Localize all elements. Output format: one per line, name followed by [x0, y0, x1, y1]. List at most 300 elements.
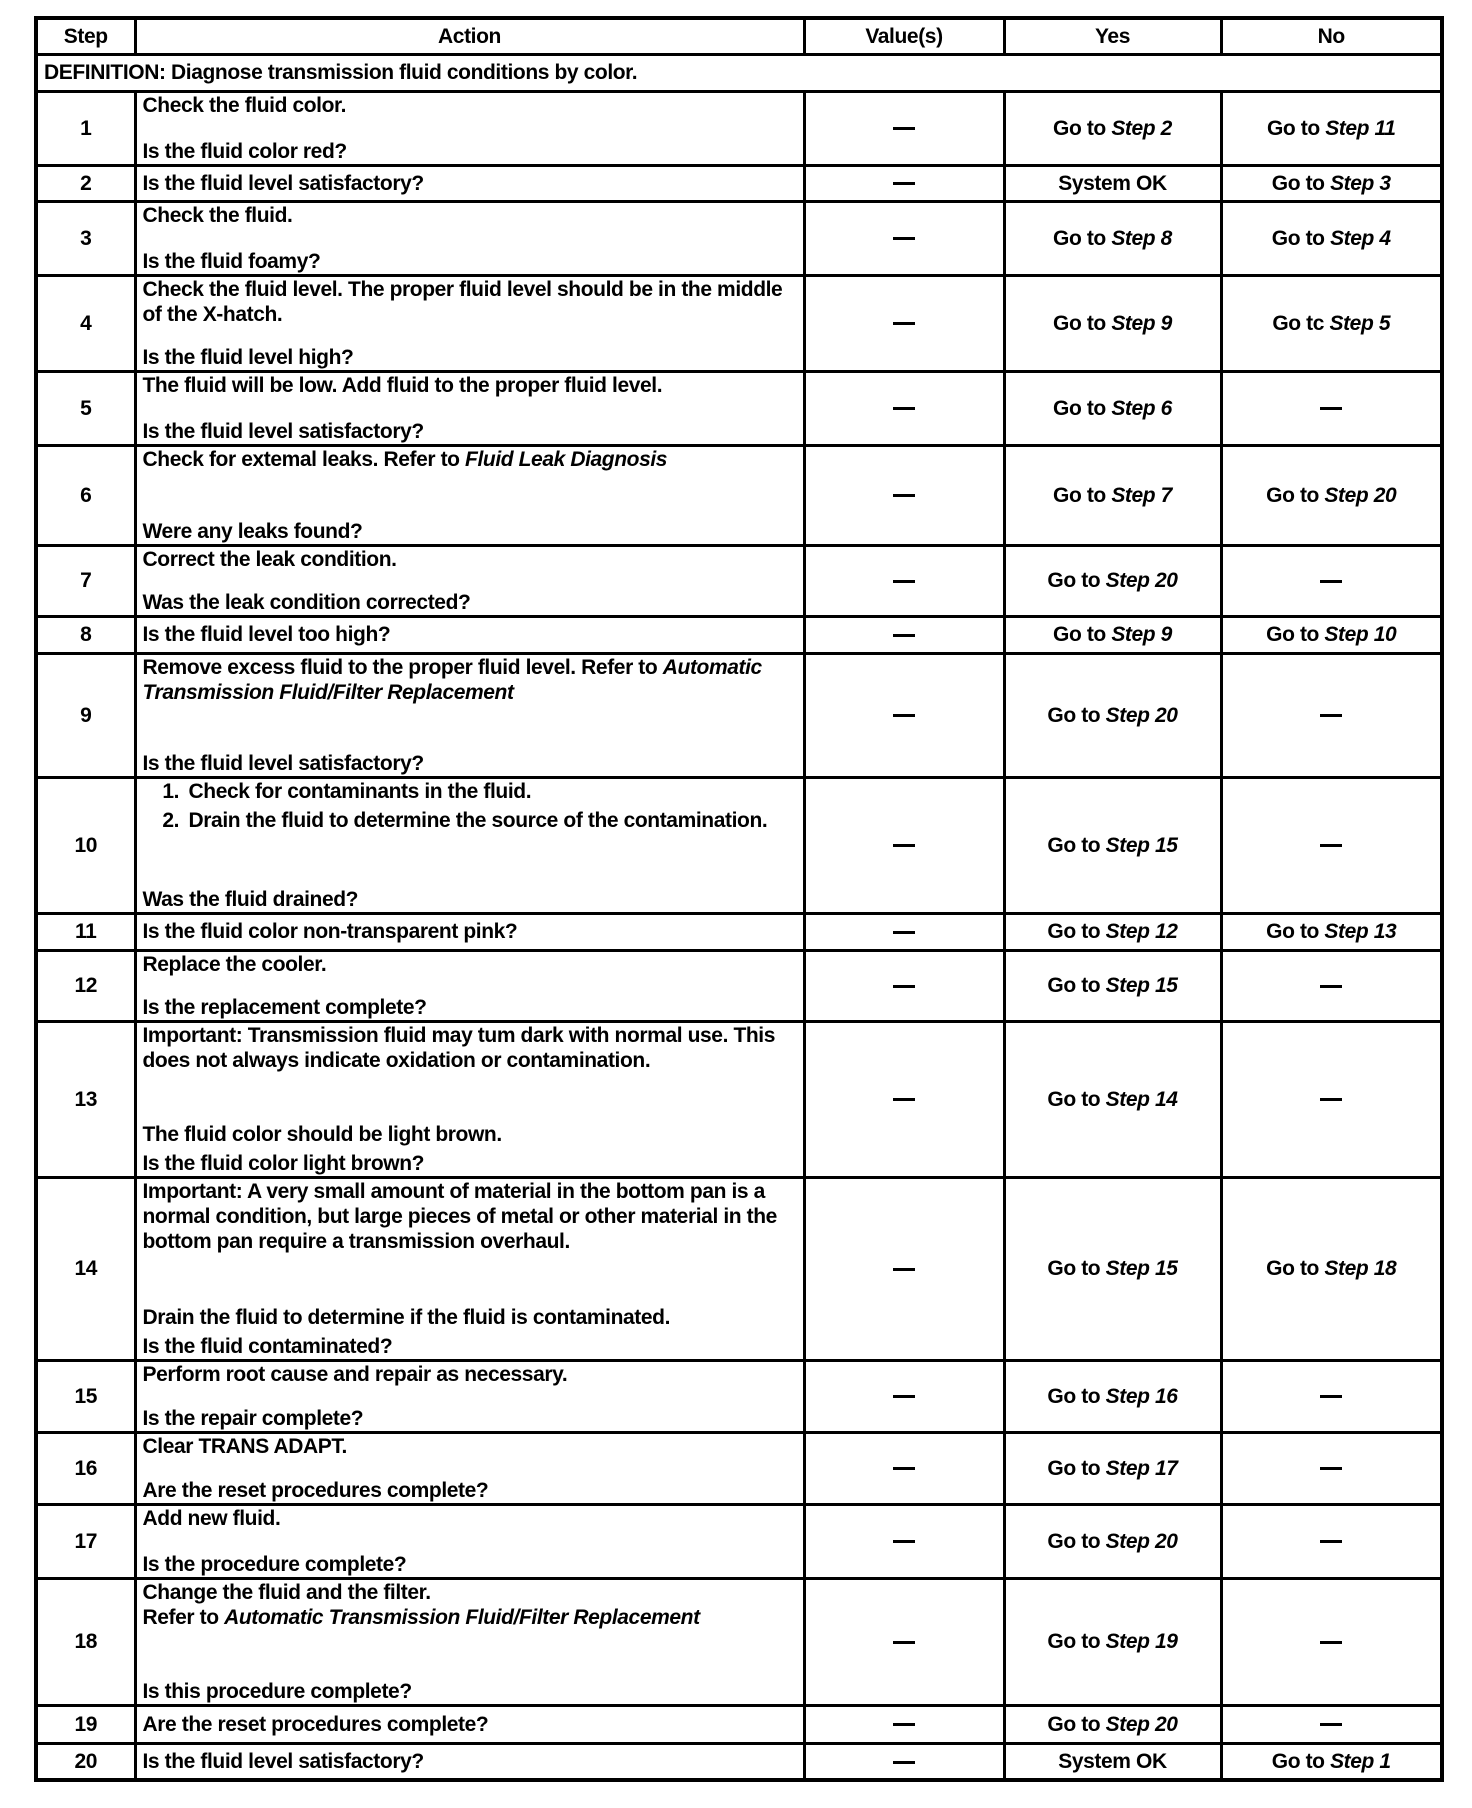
go-to-step-link[interactable] — [1266, 1257, 1396, 1280]
instruction-text: Replace the cooler. — [142, 952, 327, 976]
action-cell — [135, 653, 804, 777]
go-to-step-link[interactable] — [1047, 1713, 1177, 1736]
value-dash — [893, 1761, 915, 1764]
action-instructions — [143, 952, 797, 977]
header-action: Action — [135, 18, 804, 54]
yes-cell — [1004, 950, 1221, 1021]
no-cell — [1221, 653, 1442, 777]
value-dash — [893, 1395, 915, 1398]
go-to-label: Go to — [1053, 226, 1112, 250]
no-action-dash — [1320, 714, 1342, 717]
action-instructions — [143, 93, 797, 118]
question-text: Was the leak condition corrected? — [142, 590, 471, 614]
step-ref: Step 2 — [1111, 116, 1172, 140]
step-ref: Step 11 — [1325, 116, 1396, 140]
instruction-prefix: Refer to — [142, 1605, 225, 1629]
go-to-label: Go to — [1047, 1712, 1106, 1736]
yes-cell — [1004, 913, 1221, 950]
instruction-text: Add new fluid. — [142, 1506, 281, 1530]
go-to-step-link[interactable] — [1047, 569, 1177, 592]
table-row — [36, 1360, 1442, 1432]
value-cell — [804, 777, 1004, 913]
action-instructions — [143, 1506, 797, 1531]
go-to-label: Go to — [1266, 1257, 1325, 1280]
yes-cell — [1004, 545, 1221, 616]
step-ref: Step 20 — [1105, 1712, 1178, 1736]
no-cell — [1221, 1705, 1442, 1743]
value-cell — [804, 1021, 1004, 1177]
instruction-text: Drain the fluid to determine if the fluid is contaminated. — [142, 1305, 671, 1329]
instruction-text: The fluid will be low. Add fluid to the proper fluid level. — [142, 373, 663, 397]
value-cell — [804, 1504, 1004, 1578]
action-content — [143, 952, 797, 1020]
yes-cell — [1004, 653, 1221, 777]
no-cell — [1221, 545, 1442, 616]
question-text: Is the repair complete? — [142, 1406, 364, 1430]
no-action-dash — [1320, 1540, 1342, 1543]
no-cell — [1221, 1432, 1442, 1504]
go-to-step-link[interactable] — [1272, 227, 1391, 250]
yes-cell — [1004, 1705, 1221, 1743]
go-to-step-link[interactable] — [1047, 1530, 1177, 1553]
header-values: Value(s) — [804, 18, 1004, 54]
reference-link[interactable]: Automatic Transmission Fluid/Filter Replacement — [142, 655, 762, 704]
action-instructions — [143, 203, 797, 228]
question-text: Is the fluid foamy? — [142, 249, 321, 273]
question-text: Are the reset procedures complete? — [142, 1712, 489, 1736]
value-cell — [804, 165, 1004, 201]
value-dash — [893, 1641, 915, 1644]
go-to-step-link[interactable] — [1053, 117, 1172, 140]
action-content — [143, 93, 797, 164]
question-text: Is the fluid level satisfactory? — [142, 171, 424, 195]
table-row — [36, 950, 1442, 1021]
value-dash — [893, 580, 915, 583]
action-cell — [135, 1177, 804, 1360]
step-ref: Step 9 — [1111, 311, 1172, 335]
action-instructions — [143, 277, 797, 327]
go-to-label: Go to — [1047, 1257, 1106, 1280]
instruction-text: The fluid color should be light brown. — [142, 1122, 502, 1146]
question-text: Is the fluid level high? — [142, 345, 354, 369]
yes-cell — [1004, 165, 1221, 201]
action-cell — [135, 1578, 804, 1705]
action-instructions — [143, 1434, 797, 1459]
yes-cell — [1004, 1578, 1221, 1705]
no-cell — [1221, 371, 1442, 445]
action-content — [143, 1580, 797, 1704]
go-to-label: Go tc — [1272, 311, 1330, 335]
table-row — [36, 445, 1442, 545]
action-content — [143, 1362, 797, 1431]
question-text: Is the fluid color red? — [142, 139, 347, 163]
no-action-dash — [1320, 1467, 1342, 1470]
instruction-text: Clear TRANS ADAPT. — [142, 1434, 347, 1458]
instruction-prefix: Remove excess fluid to the proper fluid level. Refer to — [142, 655, 663, 679]
action-instructions — [143, 655, 797, 705]
step-number: 9 — [36, 653, 135, 777]
action-cell — [135, 1705, 804, 1743]
step-ref: Step 6 — [1111, 396, 1172, 420]
action-cell — [135, 1432, 804, 1504]
step-number: 5 — [36, 371, 135, 445]
definition-row — [36, 54, 1442, 91]
action-cell — [135, 275, 804, 371]
action-cell — [135, 950, 804, 1021]
yes-cell — [1004, 1360, 1221, 1432]
step-number: 15 — [36, 1360, 135, 1432]
step-number: 18 — [36, 1578, 135, 1705]
step-number: 19 — [36, 1705, 135, 1743]
yes-cell — [1004, 1021, 1221, 1177]
action-question — [143, 1679, 797, 1704]
reference-link[interactable]: Fluid Leak Diagnosis — [465, 447, 668, 471]
go-to-step-link[interactable] — [1047, 1385, 1177, 1408]
header-row — [36, 18, 1442, 54]
action-instructions — [143, 779, 797, 837]
no-cell — [1221, 1578, 1442, 1705]
go-to-label: Go to — [1271, 171, 1331, 195]
step-ref: Step 15 — [1105, 833, 1178, 857]
action-question — [143, 887, 797, 912]
go-to-step-link[interactable] — [1053, 312, 1172, 335]
no-action-dash — [1320, 844, 1342, 847]
step-number: 14 — [36, 1177, 135, 1360]
question-text: Is the fluid level too high? — [142, 623, 391, 646]
action-instructions — [143, 1362, 797, 1387]
table-row — [36, 1021, 1442, 1177]
value-dash — [893, 127, 915, 130]
action-question — [143, 139, 797, 164]
go-to-label: Go to — [1047, 1456, 1106, 1480]
value-cell — [804, 545, 1004, 616]
question-text: Is the fluid level satisfactory? — [142, 1749, 424, 1773]
action-instructions — [143, 373, 797, 398]
no-cell — [1221, 950, 1442, 1021]
action-cell — [135, 1743, 804, 1780]
value-cell — [804, 1743, 1004, 1780]
question-text: Are the reset procedures complete? — [142, 1478, 489, 1502]
yes-cell — [1004, 1504, 1221, 1578]
instruction-prefix: Check for extemal leaks. Refer to — [142, 447, 466, 471]
action-content — [143, 915, 797, 949]
step-ref: Step 20 — [1324, 483, 1397, 507]
yes-cell — [1004, 1743, 1221, 1780]
no-cell — [1221, 913, 1442, 950]
action-question — [143, 590, 797, 615]
value-cell — [804, 275, 1004, 371]
step-ref: Step 19 — [1105, 1630, 1178, 1653]
action-content — [143, 1506, 797, 1577]
yes-cell — [1004, 445, 1221, 545]
action-question — [143, 1406, 797, 1431]
action-content — [143, 1023, 797, 1176]
no-action-dash — [1320, 1098, 1342, 1101]
step-ref: Step 20 — [1105, 703, 1178, 727]
step-ref: Step 5 — [1329, 311, 1391, 335]
step-ref: Step 13 — [1324, 920, 1397, 943]
header-step: Step — [36, 18, 135, 54]
step-ref: Step 17 — [1105, 1456, 1178, 1480]
no-action-dash — [1320, 1641, 1342, 1644]
step-number: 8 — [36, 616, 135, 653]
yes-cell — [1004, 201, 1221, 275]
table-row — [36, 1743, 1442, 1780]
important-label: Important: — [142, 1023, 243, 1047]
no-cell — [1221, 616, 1442, 653]
step-ref: Step 9 — [1111, 623, 1172, 646]
value-dash — [893, 182, 915, 185]
system-ok-text: System OK — [1058, 1749, 1167, 1773]
step-number: 2 — [36, 165, 135, 201]
go-to-label: Go to — [1047, 1529, 1106, 1553]
no-cell — [1221, 165, 1442, 201]
go-to-label: Go to — [1047, 920, 1106, 943]
action-cell — [135, 1360, 804, 1432]
action-question — [143, 1749, 797, 1774]
action-content — [143, 1745, 797, 1779]
go-to-step-link[interactable] — [1047, 704, 1177, 727]
no-action-dash — [1320, 580, 1342, 583]
go-to-step-link[interactable] — [1267, 117, 1396, 140]
yes-cell — [1004, 1432, 1221, 1504]
go-to-label: Go to — [1266, 920, 1325, 943]
no-cell — [1221, 777, 1442, 913]
step-ref: Step 20 — [1105, 1529, 1178, 1553]
go-to-step-link[interactable] — [1266, 920, 1396, 943]
value-dash — [893, 634, 915, 637]
step-ref: Step 8 — [1111, 226, 1172, 250]
go-to-label: Go to — [1047, 703, 1106, 727]
no-action-dash — [1320, 985, 1342, 988]
step-number: 7 — [36, 545, 135, 616]
go-to-step-link[interactable] — [1272, 172, 1391, 195]
action-cell — [135, 91, 804, 165]
table-row — [36, 201, 1442, 275]
go-to-label: Go to — [1053, 311, 1112, 335]
header-yes: Yes — [1004, 18, 1221, 54]
value-dash — [893, 237, 915, 240]
step-ref: Step 18 — [1324, 1257, 1397, 1280]
value-cell — [804, 653, 1004, 777]
action-question — [143, 1712, 797, 1737]
yes-cell — [1004, 91, 1221, 165]
go-to-label: Go to — [1266, 116, 1326, 140]
action-content — [143, 277, 797, 370]
table-row — [36, 1578, 1442, 1705]
system-ok-text: System OK — [1058, 171, 1167, 195]
action-instructions — [143, 447, 797, 472]
action-content — [143, 547, 797, 615]
step-ref: Step 16 — [1105, 1384, 1178, 1408]
go-to-step-link[interactable] — [1266, 623, 1396, 646]
value-dash — [893, 931, 915, 934]
question-text: Is the fluid level satisfactory? — [142, 419, 424, 443]
table-row — [36, 616, 1442, 653]
step-number: 12 — [36, 950, 135, 1021]
value-cell — [804, 91, 1004, 165]
value-cell — [804, 950, 1004, 1021]
step-number: 4 — [36, 275, 135, 371]
go-to-label: Go to — [1271, 226, 1331, 250]
question-text: Is the procedure complete? — [142, 1552, 407, 1576]
action-content — [143, 373, 797, 444]
value-cell — [804, 1177, 1004, 1360]
go-to-label: Go to — [1266, 483, 1325, 507]
action-question — [143, 249, 797, 274]
table-row — [36, 777, 1442, 913]
action-question — [143, 1552, 797, 1577]
action-cell — [135, 1021, 804, 1177]
value-dash — [893, 1098, 915, 1101]
question-text: Is the fluid color non-transparent pink? — [142, 920, 518, 943]
value-dash — [893, 322, 915, 325]
go-to-step-link[interactable] — [1266, 484, 1396, 507]
numbered-step: 2. Drain the fluid to determine the source of the contamination. — [185, 808, 797, 833]
numbered-step: 1. Check for contaminants in the fluid. — [185, 779, 797, 804]
no-cell — [1221, 1504, 1442, 1578]
step-ref: Step 15 — [1105, 974, 1178, 997]
go-to-step-link[interactable] — [1272, 312, 1390, 335]
go-to-step-link[interactable] — [1047, 920, 1177, 943]
yes-cell — [1004, 1177, 1221, 1360]
step-number: 1 — [36, 91, 135, 165]
action-content — [143, 1434, 797, 1503]
action-content — [143, 1179, 797, 1359]
go-to-label: Go to — [1047, 833, 1106, 857]
go-to-step-link[interactable] — [1047, 1630, 1177, 1653]
step-number: 6 — [36, 445, 135, 545]
go-to-step-link[interactable] — [1272, 1750, 1391, 1773]
step-number: 13 — [36, 1021, 135, 1177]
action-question — [143, 751, 797, 776]
action-instructions — [143, 1580, 797, 1630]
step-number: 17 — [36, 1504, 135, 1578]
value-dash — [893, 1268, 915, 1271]
instruction-text — [143, 447, 797, 472]
action-content — [143, 447, 797, 544]
go-to-step-link[interactable] — [1047, 1088, 1177, 1111]
table-row — [36, 653, 1442, 777]
go-to-label: Go to — [1053, 483, 1112, 507]
no-action-dash — [1320, 1395, 1342, 1398]
action-question — [143, 345, 797, 370]
action-question — [143, 1305, 797, 1359]
value-dash — [893, 985, 915, 988]
important-note — [143, 1023, 797, 1073]
instruction-text: Check the fluid color. — [142, 93, 347, 117]
go-to-step-link[interactable] — [1053, 227, 1172, 250]
important-label: Important: — [142, 1179, 243, 1203]
table-row — [36, 913, 1442, 950]
question-text: Is the fluid level satisfactory? — [142, 751, 424, 775]
value-cell — [804, 1360, 1004, 1432]
go-to-label: Go to — [1047, 1384, 1106, 1408]
go-to-step-link[interactable] — [1047, 974, 1177, 997]
no-cell — [1221, 1021, 1442, 1177]
no-action-dash — [1320, 407, 1342, 410]
go-to-step-link[interactable] — [1047, 834, 1177, 857]
go-to-step-link[interactable] — [1053, 484, 1172, 507]
action-question — [143, 622, 797, 647]
question-text: Was the fluid drained? — [142, 887, 359, 911]
go-to-label: Go to — [1053, 396, 1112, 420]
important-text: A very small amount of material in the bottom pan is a normal condition, but large pieces of metal or other material in the bottom pan require a transmission overhaul. — [142, 1179, 777, 1253]
instruction-text: Change the fluid and the filter. — [142, 1580, 431, 1604]
action-question — [143, 519, 797, 544]
yes-cell — [1004, 616, 1221, 653]
value-cell — [804, 201, 1004, 275]
table-row — [36, 275, 1442, 371]
table-row — [36, 165, 1442, 201]
step-number: 11 — [36, 913, 135, 950]
action-cell — [135, 777, 804, 913]
question-text: Is the fluid color light brown? — [142, 1151, 425, 1175]
value-dash — [893, 844, 915, 847]
action-question — [143, 995, 797, 1020]
step-ref: Step 15 — [1105, 1257, 1178, 1280]
step-ref: Step 1 — [1330, 1749, 1391, 1773]
no-action-dash — [1320, 1723, 1342, 1726]
no-cell — [1221, 201, 1442, 275]
go-to-step-link[interactable] — [1053, 397, 1172, 420]
go-to-label: Go to — [1047, 1087, 1106, 1111]
reference-link[interactable]: Automatic Transmission Fluid/Filter Replacement — [224, 1605, 700, 1629]
value-cell — [804, 445, 1004, 545]
step-ref: Step 20 — [1105, 569, 1178, 592]
value-dash — [893, 714, 915, 717]
go-to-step-link[interactable] — [1047, 1457, 1177, 1480]
value-dash — [893, 1467, 915, 1470]
yes-cell — [1004, 275, 1221, 371]
table-row — [36, 371, 1442, 445]
instruction-text: Check the fluid. — [142, 203, 293, 227]
action-cell — [135, 545, 804, 616]
action-instructions — [143, 1179, 797, 1254]
yes-cell — [1004, 777, 1221, 913]
diagnostic-table — [34, 16, 1444, 1782]
no-cell — [1221, 445, 1442, 545]
action-content — [143, 1707, 797, 1742]
go-to-label: Go to — [1053, 623, 1112, 646]
instruction-text — [143, 1605, 797, 1630]
action-cell — [135, 1504, 804, 1578]
go-to-step-link[interactable] — [1047, 1257, 1177, 1280]
step-ref: Step 14 — [1105, 1087, 1178, 1111]
action-instructions — [143, 1023, 797, 1073]
table-row — [36, 91, 1442, 165]
value-cell — [804, 1705, 1004, 1743]
table-row — [36, 545, 1442, 616]
step-ref: Step 7 — [1111, 483, 1172, 507]
step-number: 10 — [36, 777, 135, 913]
action-question — [143, 171, 797, 196]
table-row — [36, 1705, 1442, 1743]
go-to-label: Go to — [1266, 623, 1325, 646]
action-content — [143, 203, 797, 274]
action-cell — [135, 201, 804, 275]
step-ref: Step 3 — [1330, 171, 1391, 195]
action-question — [143, 919, 797, 944]
instruction-text — [143, 655, 797, 705]
action-question — [143, 1478, 797, 1503]
action-content — [143, 167, 797, 200]
action-cell — [135, 616, 804, 653]
go-to-label: Go to — [1271, 1749, 1331, 1773]
go-to-step-link[interactable] — [1053, 623, 1172, 646]
definition-text: DEFINITION: Diagnose transmission fluid conditions by color. — [36, 54, 1442, 91]
table-row — [36, 1432, 1442, 1504]
